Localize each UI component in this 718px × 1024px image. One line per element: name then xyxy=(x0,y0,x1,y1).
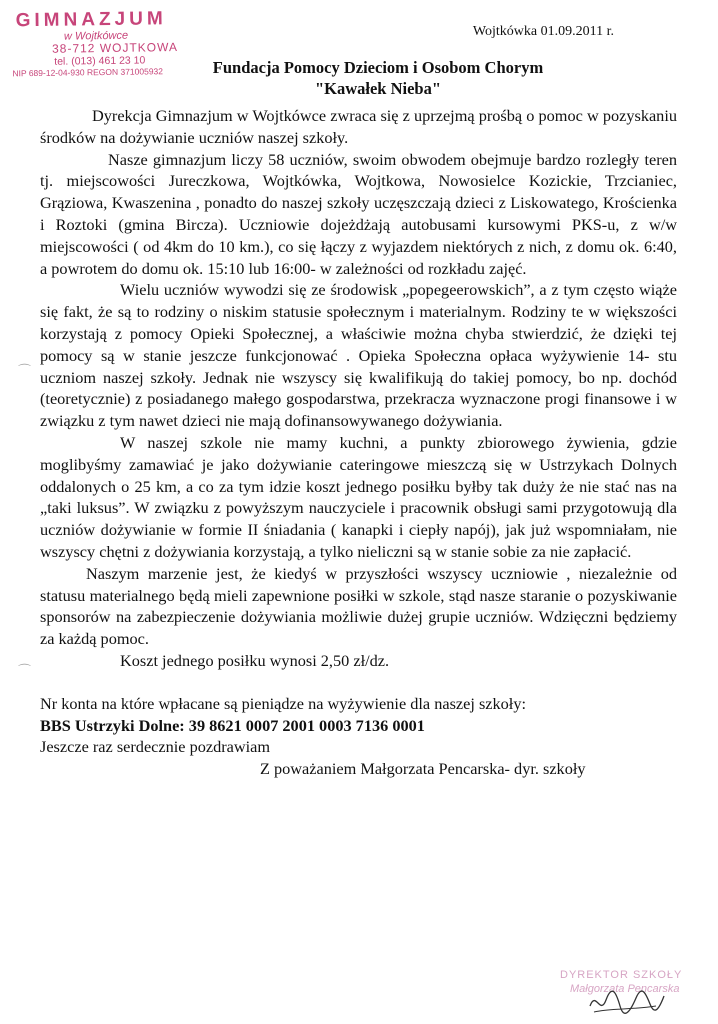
paragraph-meal-cost: Koszt jednego posiłku wynosi 2,50 zł/dz. xyxy=(120,650,390,670)
closing-signature: Z poważaniem Małgorzata Pencarska- dyr. szkoły xyxy=(260,759,586,779)
director-stamp-name: Małgorzata Pencarska xyxy=(570,983,680,995)
stamp-ids: NIP 689-12-04-930 REGON 371005932 xyxy=(12,66,164,79)
letter-body xyxy=(40,105,677,780)
stamp-location: w Wojtkówce xyxy=(63,29,129,43)
punch-mark-icon: ⌒ xyxy=(18,363,32,378)
director-stamp-title: DYREKTOR SZKOŁY xyxy=(560,969,683,981)
letter-date: Wojtkówka 01.09.2011 r. xyxy=(472,24,614,39)
paragraph-school-info: Nasze gimnazjum liczy 58 uczniów, swoim obwodem obejmuje bardzo rozległy teren tj. miejscowości Jureczkowa, Wojtkówka, Wojtkowa, Nowosielce Kozickie, Trzcianiec, Grąziowa, Kwaszenina , ponadto do naszej szkoły uczęszczają dzieci z Liskowatego, Krościenka i Roztoki (gmina Bircza). Uczniowie dojeżdżają autobusami kursowymi PKS-u, z w/w miejscowości ( od 4km do 10 km.), co się łączy z wyjazdem niektórych z nich, z domu ok. 6:40, a powrotem do domu ok. 15:10 lub 16:00- w zależności od rozkładu zajęć. xyxy=(40,149,677,278)
paragraph-families: Wielu uczniów wywodzi się ze środowisk „popegeerowskich”, a z tym często wiąże się fakt, że są to rodziny o niskim statusie społecznym i materialnym. Rodziny te w większości korzystają z pomocy Opieki Społecznej, a właściwie można chyba stwierdzić, że dzięki tej pomocy są w stanie jeszcze funkcjonować . Opieka Społeczna opłaca wyżywienie 14- stu uczniom naszej szkoły. Jednak nie wszyscy się kwalifikują do takiej pomocy, bo np. dochód (teoretycznie) z posiadanego małego gospodarstwa, przekracza wyznaczone progi finansowe i w związku z tym nawet dzieci nie mają dofinansowywanego dożywiania. xyxy=(40,280,677,431)
stamp-address: 38-712 WOJTKOWA xyxy=(51,40,179,56)
recipient-name: Fundacja Pomocy Dzieciom i Osobom Chorym xyxy=(212,58,544,77)
bank-intro: Nr konta na które wpłacane są pieniądze na wyżywienie dla naszej szkoły: xyxy=(40,693,526,713)
paragraph-kitchen: W naszej szkole nie mamy kuchni, a punkty zbiorowego żywienia, gdzie moglibyśmy zamawiać je jako dożywianie cateringowe mieszczą się w Ustrzykach Dolnych oddalonych o 25 km, a co za tym idzie koszt jednego posiłku byłby tak duży że nie stać nas na „taki luksus”. W związku z powyższym nauczyciele i pracownik obsługi sami przygotowują dla uczniów dożywianie w formie II śniadania ( kanapki i ciepły napój), jak już wspomniałam, nie wszyscy chętni z dożywiania korzystają, a tylko nieliczni są w stanie sobie za nie zapłacić. xyxy=(40,432,677,561)
handwritten-signature xyxy=(586,986,666,1020)
recipient-subtitle: "Kawałek Nieba" xyxy=(314,79,442,98)
recipient-block xyxy=(0,57,718,99)
paragraph-dream: Naszym marzenie jest, że kiedyś w przyszłości wszyscy uczniowie , niezależnie od statusu materialnego będą mieli zapewnione posiłki w szkole, stąd nasze staranie o pozyskiwanie sponsorów na zabezpieczenie dożywiania możliwie dużej grupie uczniów. Wdzięczni będziemy za każdą pomoc. xyxy=(40,563,677,649)
bank-account: BBS Ustrzyki Dolne: 39 8621 0007 2001 0003 7136 0001 xyxy=(40,715,425,735)
paragraph-request: Dyrekcja Gimnazjum w Wojtkówce zwraca się z uprzejmą prośbą o pomoc w pozyskaniu środków na dożywianie uczniów naszej szkoły. xyxy=(40,106,677,147)
closing-greeting: Jeszcze raz serdecznie pozdrawiam xyxy=(40,737,271,757)
punch-mark-icon: ⌒ xyxy=(18,663,32,678)
stamp-school-name: GIMNAZJUM xyxy=(15,8,167,32)
stamp-phone: tel. (013) 461 23 10 xyxy=(54,54,146,68)
